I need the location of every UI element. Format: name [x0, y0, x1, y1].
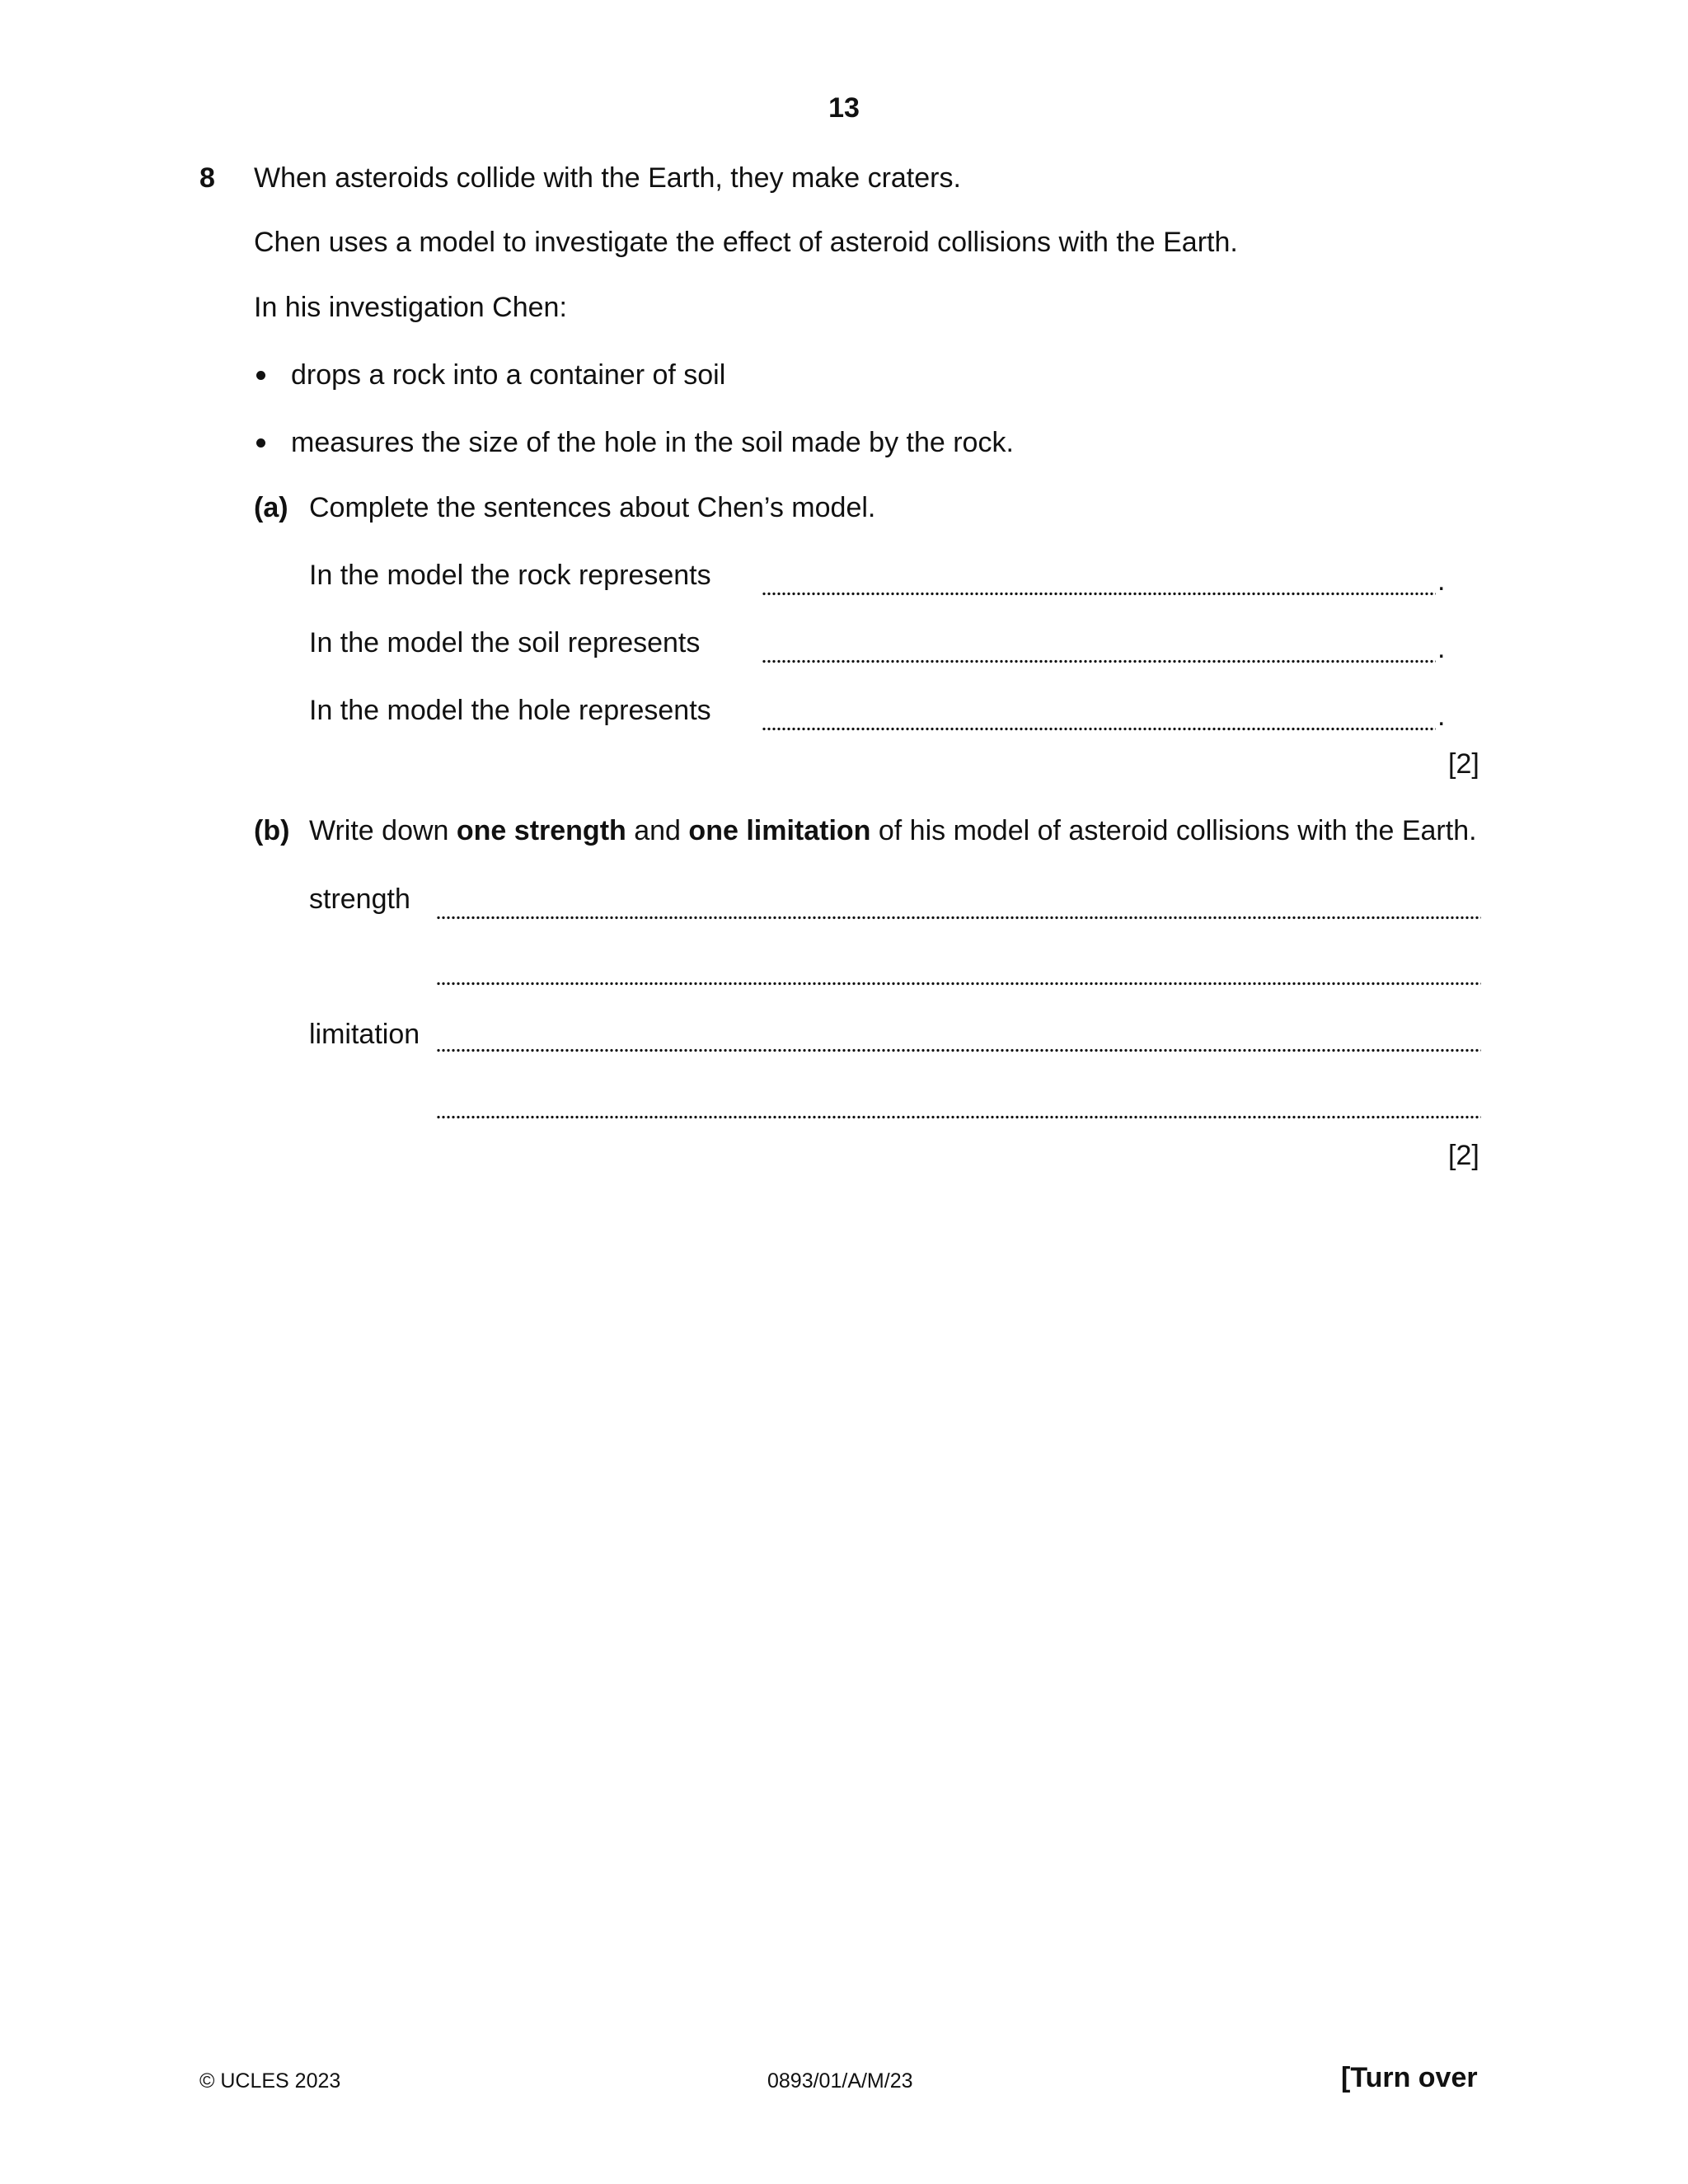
footer-copyright: © UCLES 2023: [199, 2069, 341, 2093]
answer-line-soil[interactable]: [762, 659, 1436, 663]
part-a-sentence-soil: In the model the soil represents: [309, 627, 701, 658]
part-b-marks: [2]: [1448, 1140, 1479, 1171]
answer-end-period: .: [1437, 633, 1446, 664]
bullet-item-2: measures the size of the hole in the soil made by the rock.: [291, 427, 1014, 458]
part-a-marks: [2]: [1448, 748, 1479, 780]
part-b-prompt: [309, 814, 1477, 847]
part-a-prompt: Complete the sentences about Chen’s model.: [309, 492, 876, 523]
part-b-prompt-limitation: one limitation: [688, 815, 871, 846]
part-b-label: (b): [254, 815, 290, 846]
turn-over-label: [Turn over: [1341, 2062, 1478, 2093]
page-number: 13: [828, 92, 860, 124]
strength-answer-line-1[interactable]: [436, 916, 1481, 920]
bullet-icon: [256, 371, 265, 380]
answer-line-hole[interactable]: [762, 727, 1436, 731]
strength-label: strength: [309, 883, 410, 915]
part-b-prompt-strength: one strength: [456, 815, 626, 846]
bullet-icon: [256, 438, 265, 448]
answer-line-rock[interactable]: [762, 592, 1436, 596]
limitation-answer-line-2[interactable]: [436, 1115, 1481, 1119]
part-b-prompt-text: Write down: [309, 815, 457, 846]
limitation-answer-line-1[interactable]: [436, 1048, 1481, 1052]
question-number: 8: [199, 162, 215, 194]
part-a-sentence-rock: In the model the rock represents: [309, 560, 711, 591]
answer-end-period: .: [1437, 565, 1446, 597]
part-b-prompt-text: and: [626, 815, 689, 846]
part-a-sentence-hole: In the model the hole represents: [309, 695, 711, 726]
part-b-prompt-text: of his model of asteroid collisions with the Earth.: [870, 815, 1477, 846]
question-intro-line-2: Chen uses a model to investigate the effect of asteroid collisions with the Earth.: [254, 227, 1238, 258]
question-intro-line-3: In his investigation Chen:: [254, 292, 567, 323]
bullet-item-1: drops a rock into a container of soil: [291, 359, 726, 391]
footer-paper-code: 0893/01/A/M/23: [767, 2069, 913, 2093]
limitation-label: limitation: [309, 1019, 420, 1050]
answer-end-period: .: [1437, 701, 1446, 732]
strength-answer-line-2[interactable]: [436, 982, 1481, 986]
part-a-label: (a): [254, 492, 288, 523]
question-intro-line-1: When asteroids collide with the Earth, they make craters.: [254, 162, 961, 194]
